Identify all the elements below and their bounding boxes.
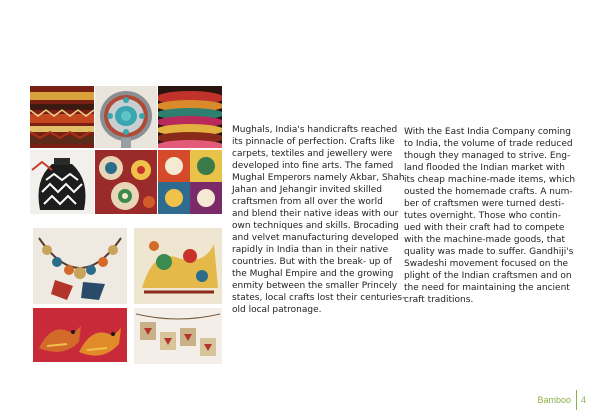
footer-divider (576, 390, 577, 410)
text-line: states, local crafts lost their centuries- (232, 293, 406, 303)
text-line: its cheap machine-made items, which (404, 175, 576, 185)
painted-pot-photo (30, 150, 94, 214)
text-line: quality was made to suffer. Gandhiji's (404, 247, 574, 257)
text-line: craft traditions. (404, 295, 474, 305)
text-line: to India, the volume of trade reduced (404, 139, 573, 149)
handicraft-photo-collage (30, 86, 222, 364)
page-number: 4 (580, 395, 586, 405)
text-line: Mughal Emperors namely Akbar, Shah (232, 173, 405, 183)
text-line: the need for maintaining the ancient (404, 283, 570, 293)
text-line: craftsmen from all over the world (232, 197, 383, 207)
hanging-pouches-photo (134, 308, 222, 364)
turquoise-ring-photo (95, 86, 157, 148)
text-line: ued with their craft had to compete (404, 223, 565, 233)
text-line: ber of craftsmen were turned desti- (404, 199, 565, 209)
text-line: own techniques and skills. Brocading (232, 221, 399, 231)
painted-fabric-photo (134, 228, 222, 304)
text-line: carpets, textiles and jewellery were (232, 149, 393, 159)
text-line: with the machine-made goods, that (404, 235, 566, 245)
text-line: and blend their native ideas with our (232, 209, 399, 219)
text-line: ousted the homemade crafts. A num- (404, 187, 573, 197)
text-line: enmity between the smaller Princely (232, 281, 398, 291)
beaded-necklace-photo (33, 228, 127, 304)
text-line: old local patronage. (232, 305, 322, 315)
body-text-right-column (404, 126, 574, 306)
text-line: Mughals, India's handicrafts reached (232, 125, 398, 135)
bangles-photo (158, 86, 222, 148)
text-line: and velvet manufacturing developed (232, 233, 399, 243)
embroidered-cloth-photo (158, 150, 222, 214)
text-line: developed into fine arts. The famed (232, 161, 394, 171)
body-text-left-column (232, 124, 406, 316)
text-line: its pinnacle of perfection. Crafts like (232, 137, 395, 147)
text-line: land flooded the Indian market with (404, 163, 565, 173)
text-line: the Mughal Empire and the growing (232, 269, 394, 279)
textile-photo (30, 86, 94, 148)
text-line: Jahan and Jehangir invited skilled (232, 185, 382, 195)
text-line: plight of the Indian craftsmen and on (404, 271, 572, 281)
text-line: Swadeshi movement focused on the (404, 259, 569, 269)
embroidery-photo (95, 150, 157, 214)
text-line: though they managed to strive. Eng- (404, 151, 571, 161)
text-line: tutes overnight. Those who contin- (404, 211, 561, 221)
footer-title: Bamboo (537, 395, 571, 405)
fabric-birds-photo (33, 308, 127, 362)
text-line: With the East India Company coming (404, 127, 571, 137)
page-footer (537, 390, 586, 410)
text-line: countries. But with the break- up of (232, 257, 392, 267)
text-line: rapidly in India than in their native (232, 245, 389, 255)
